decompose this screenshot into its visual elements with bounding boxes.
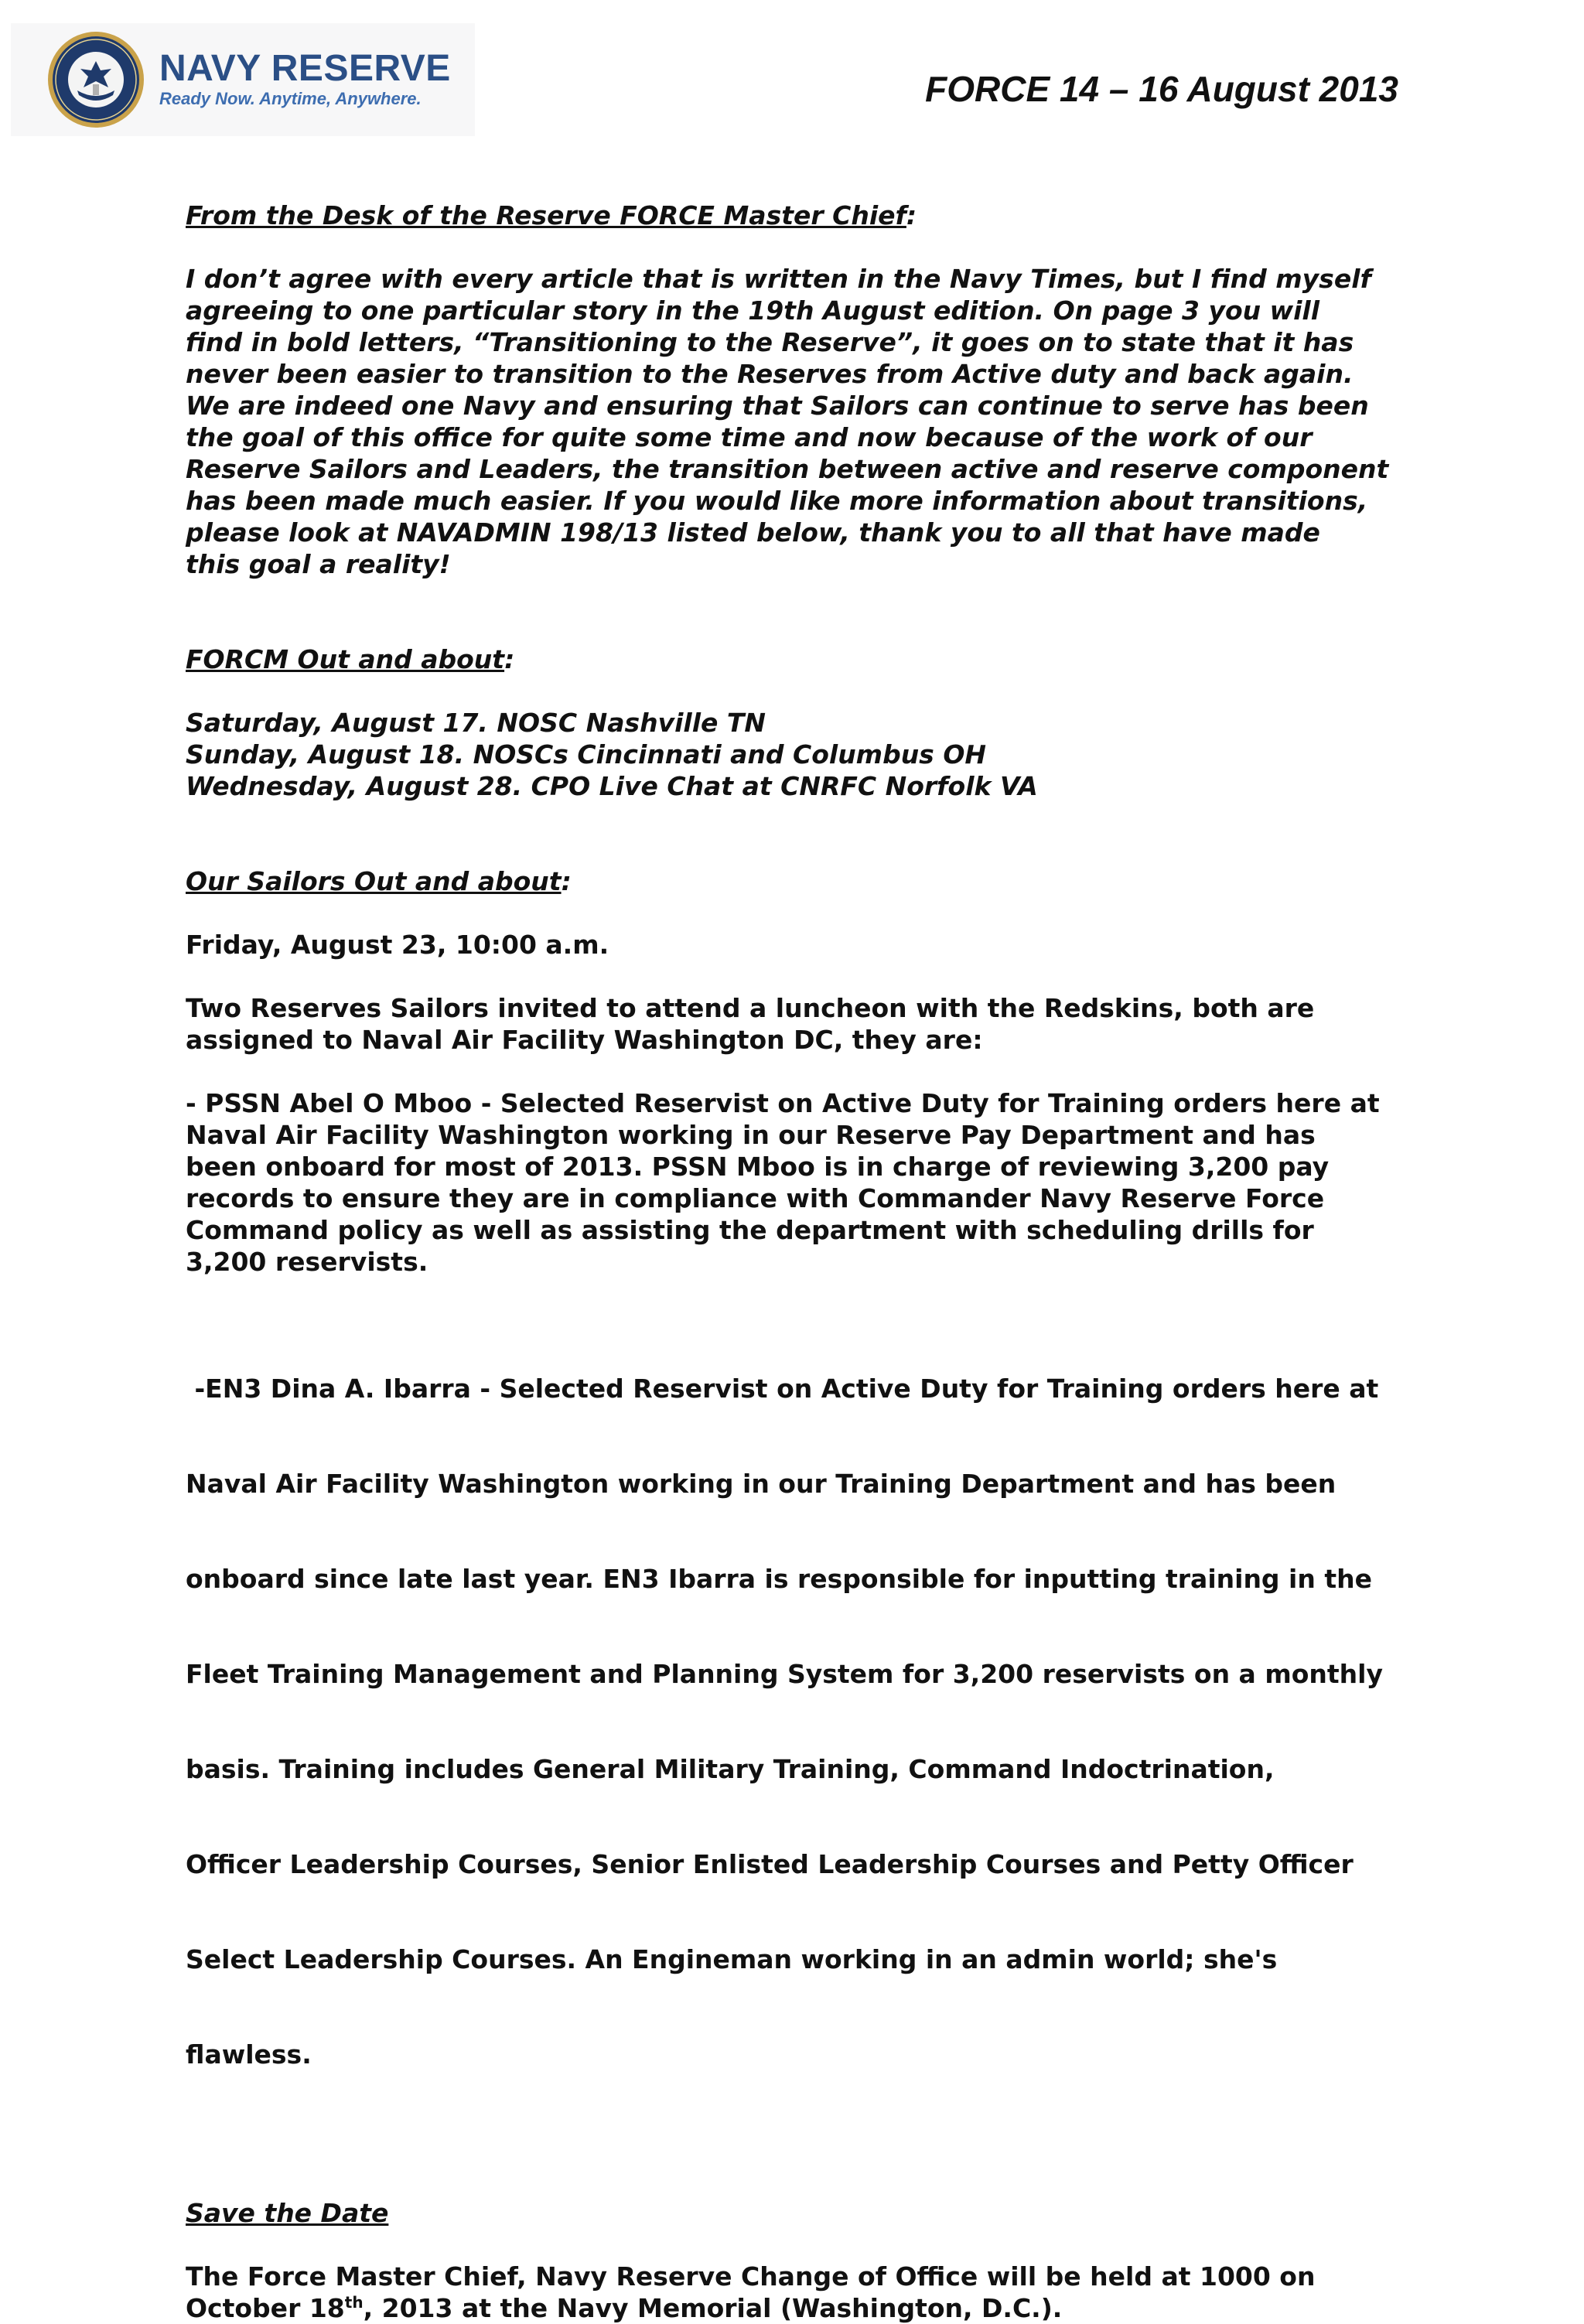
navy-reserve-logo [11,23,475,136]
forcm-heading: FORCM Out and about: [186,644,515,674]
forcm-event: Sunday, August 18. NOSCs Cincinnati and Columbus OH [186,739,986,770]
forcm-event: Saturday, August 17. NOSC Nashville TN [186,708,766,738]
sailors-heading: Our Sailors Out and about: [186,866,572,896]
save-date-paragraph: The Force Master Chief, Navy Reserve Change of Office will be held at 1000 on October 18th, 2013 at the Navy Memorial (Washington, D.C.). [186,2261,1316,2323]
save-date-heading: Save the Date [186,2198,389,2228]
forcm-event: Wednesday, August 28. CPO Live Chat at CNRFC Norfolk VA [186,771,1038,801]
sailors-date-line: Friday, August 23, 10:00 a.m. [186,930,609,960]
newsletter-body [186,200,1415,2324]
sailor-1-paragraph: - PSSN Abel O Mboo - Selected Reservist on Active Duty for Training orders here at Naval Air Facility Washington working in our Reserve Pay Department and has been onboard for most of 2013. PSSN Mboo is in charge of reviewing 3,200 pay records to ensure they are in compliance with Commander Navy Reserve Force Command policy as well as assisting the department with scheduling drills for 3,200 reservists. [186,1088,1380,1277]
desk-heading: From the Desk of the Reserve FORCE Master Chief: [186,200,917,230]
navy-seal-icon [46,30,145,129]
logo-title: NAVY RESERVE [159,48,451,89]
forcm-events [186,707,1415,802]
desk-paragraph: I don’t agree with every article that is written in the Navy Times, but I find myself agreeing to one particular story in the 19th August edition. On page 3 you will find in bold letters, “Transitioning to the Reserve”, it goes on to state that it has never been easier to transition to the Reserves from Active duty and back again. We are indeed one Navy and ensuring that Sailors can continue to serve has been the goal of this office for quite some time and now because of the work of our Reserve Sailors and Leaders, the transition between active and reserve component has been made much easier. If you would like more information about transitions, please look at NAVADMIN 198/13 listed below, thank you to all that have made this goal a reality! [186,264,1389,579]
issue-title: FORCE 14 – 16 August 2013 [925,69,1398,109]
logo-tagline: Ready Now. Anytime, Anywhere. [159,89,422,108]
sailors-intro: Two Reserves Sailors invited to attend a luncheon with the Redskins, both are assigned to Naval Air Facility Washington DC, they are: [186,993,1315,1055]
sailor-2-paragraph: -EN3 Dina A. Ibarra - Selected Reservist on Active Duty for Training orders here at Naval Air Facility Washington working in our Training Department and has been onboard since late last year. EN3 Ibarra is responsible for inputting training in the Fleet Training Management and Planning System for 3,200 reservists on a monthly basis. Training includes General Military Training, Command Indoctrination, Officer Leadership Courses, Senior Enlisted Leadership Courses and Petty Officer Select Leadership Courses. An Engineman working in an admin world; she's flawless. [186,1374,1383,2070]
